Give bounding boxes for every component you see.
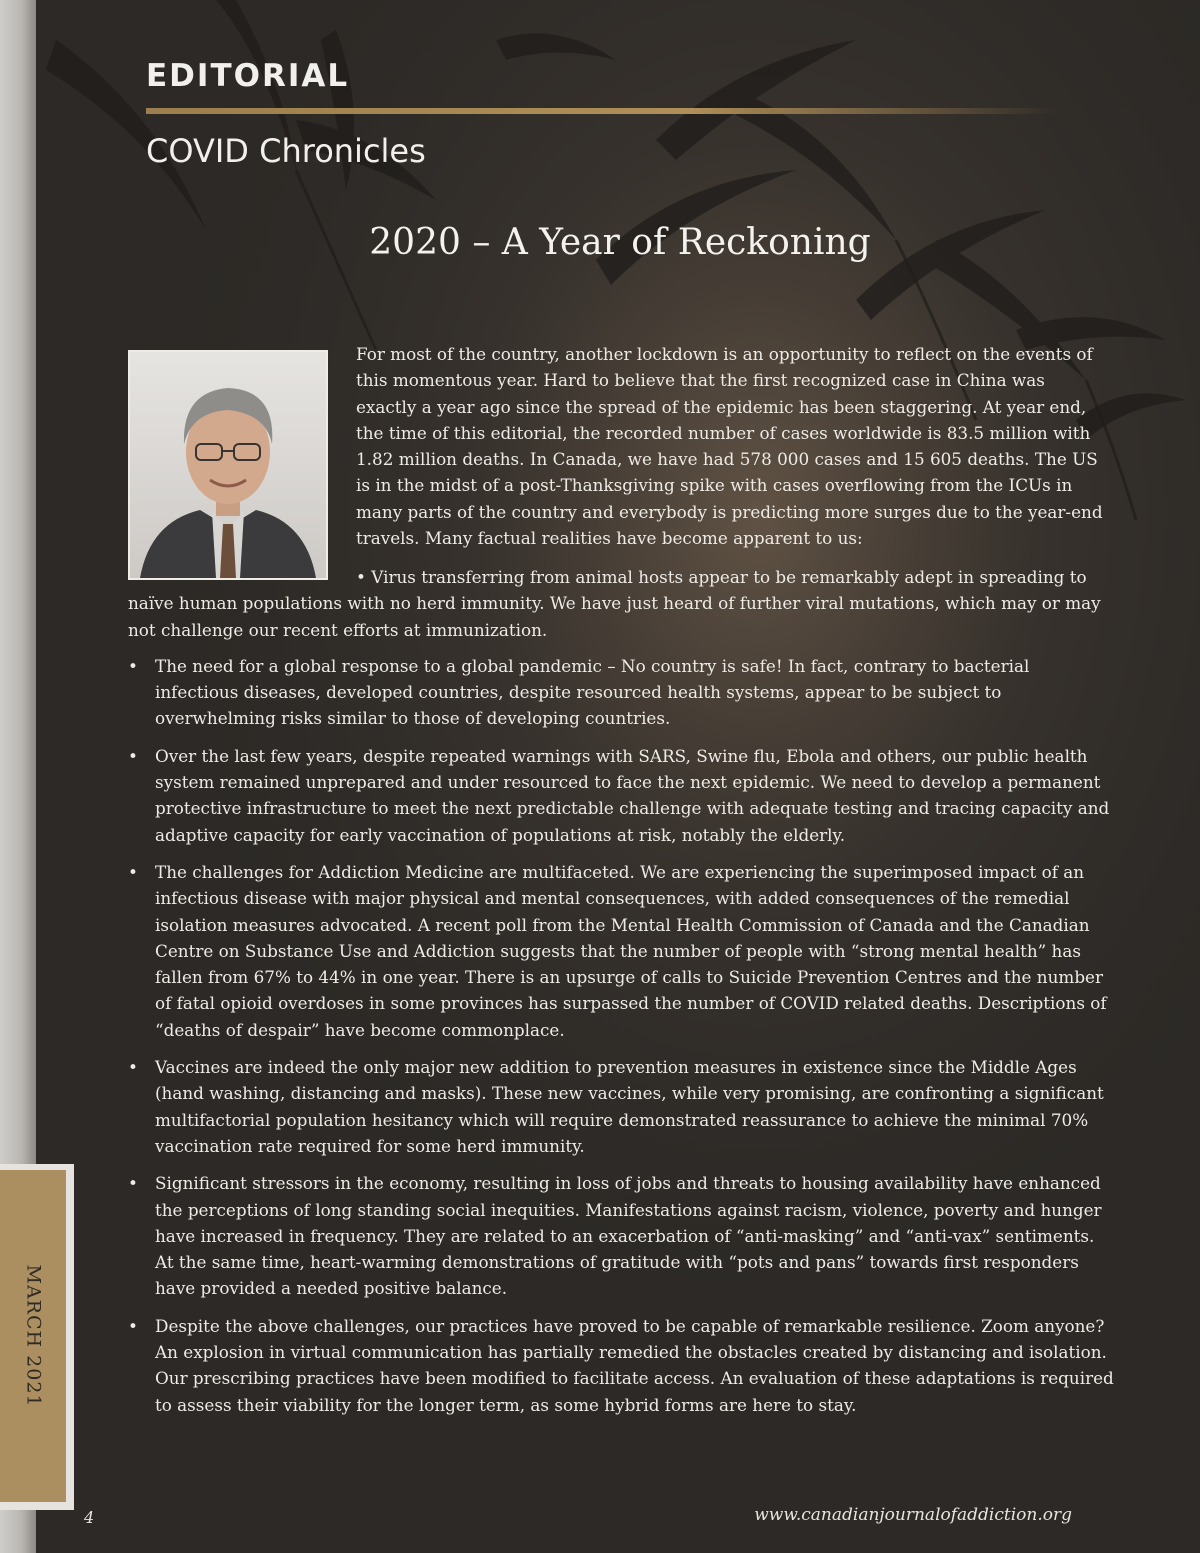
bullet-symbol: • [128,1173,138,1194]
bullet-text: Over the last few years, despite repeated warnings with SARS, Swine flu, Ebola and others, our public health system remained unprepared and under resourced to face the next epidemic. We need to develop a permanent protective infrastructure to meet the next predictable challenge with adequate testing and tracing capacity and adaptive capacity for early vaccination of populations at risk, notably the elderly. [155,745,1110,845]
bullet-symbol: • [128,1315,138,1336]
author-photo [128,350,328,580]
issue-date-tab-text [0,1170,66,1502]
page-number: 4 [84,1508,95,1527]
bullet-text: Virus transferring from animal hosts appear to be remarkably adept in spreading to naïve human populations with no herd immunity. We have just heard of further viral mutations, which may or may not challenge our recent efforts at immunization. [128,567,1101,640]
bullet-symbol: • [356,567,366,587]
header-rule [146,108,1056,114]
bullet-symbol: • [128,1057,138,1078]
bullet-text: Significant stressors in the economy, resulting in loss of jobs and threats to housing availability have enhanced the perceptions of long standing social inequities. Manifestations against racism, violence, poverty and hunger have increased in frequency. They are related to an exacerbation of “anti-masking” and “anti-vax” sentiments. At the same time, heart-warming demonstrations of gratitude with “pots and pans” towards first responders have provided a needed positive balance. [155,1173,1102,1299]
article-intro [356,341,1106,551]
bullet-text: The challenges for Addiction Medicine are multifaceted. We are experiencing the superimposed impact of an infectious disease with major physical and mental consequences, with added consequences of the remedial isolation measures advocated. A recent poll from the Mental Health Commission of Canada and the Canadian Centre on Substance Use and Addiction suggests that the number of people with “strong mental health” has fallen from 67% to 44% in one year. There is an upsurge of calls to Suicide Prevention Centres and the number of fatal opioid overdoses in some provinces has surpassed the number of COVID related deaths. Descriptions of “deaths of despair” have become commonplace. [155,861,1107,1040]
bullet-text: Despite the above challenges, our practices have proved to be capable of remarkable resilience. Zoom anyone? An explosion in virtual communication has partially remedied the obstacles created by distancing and isolation. Our prescribing practices have been modified to facilitate access. An evaluation of these adaptations is required to assess their viability for the longer term, as some hybrid forms are here to stay. [155,1315,1114,1415]
issue-date-label: MARCH 2021 [22,1264,45,1408]
list-item [128,1313,1116,1418]
list-item [128,859,1116,1043]
bullet-symbol: • [128,745,138,766]
intro-paragraph: For most of the country, another lockdown is an opportunity to reflect on the events of this momentous year. Hard to believe that the first recognized case in China was exactly a year ago since the spread of the epidemic has been staggering. At year end, the time of this editorial, the recorded number of cases worldwide is 83.5 million with 1.82 million deaths. In Canada, we have had 578 000 cases and 15 605 deaths. The US is in the midst of a post-Thanksgiving spike with cases overflowing from the ICUs in many parts of the country and everybody is predicting more surges due to the year-end travels. Many factual realities have become apparent to us: [356,344,1103,549]
list-item [128,743,1116,848]
bullet-list [128,564,1116,1429]
list-item [128,1054,1116,1159]
footer-url[interactable]: www.canadianjournalofaddiction.org [754,1505,1072,1525]
article-title: 2020 – A Year of Reckoning [369,222,871,263]
column-title: COVID Chronicles [146,132,426,170]
bullet-text: The need for a global response to a global pandemic – No country is safe! In fact, contrary to bacterial infectious diseases, developed countries, despite resourced health systems, appear to be subject to overwhelming risks similar to those of developing countries. [155,655,1030,729]
bullet-text: Vaccines are indeed the only major new addition to prevention measures in existence since the Middle Ages (hand washing, distancing and masks). These new vaccines, while very promising, are confronting a significant multifactorial population hesitancy which will require demonstrated reassurance to achieve the minimal 70% vaccination rate required for some herd immunity. [155,1057,1104,1156]
list-item [128,653,1116,732]
bullet-symbol: • [128,655,138,676]
list-item [128,564,1116,643]
section-label: EDITORIAL [146,58,350,94]
bullet-symbol: • [128,861,138,882]
list-item [128,1170,1116,1301]
